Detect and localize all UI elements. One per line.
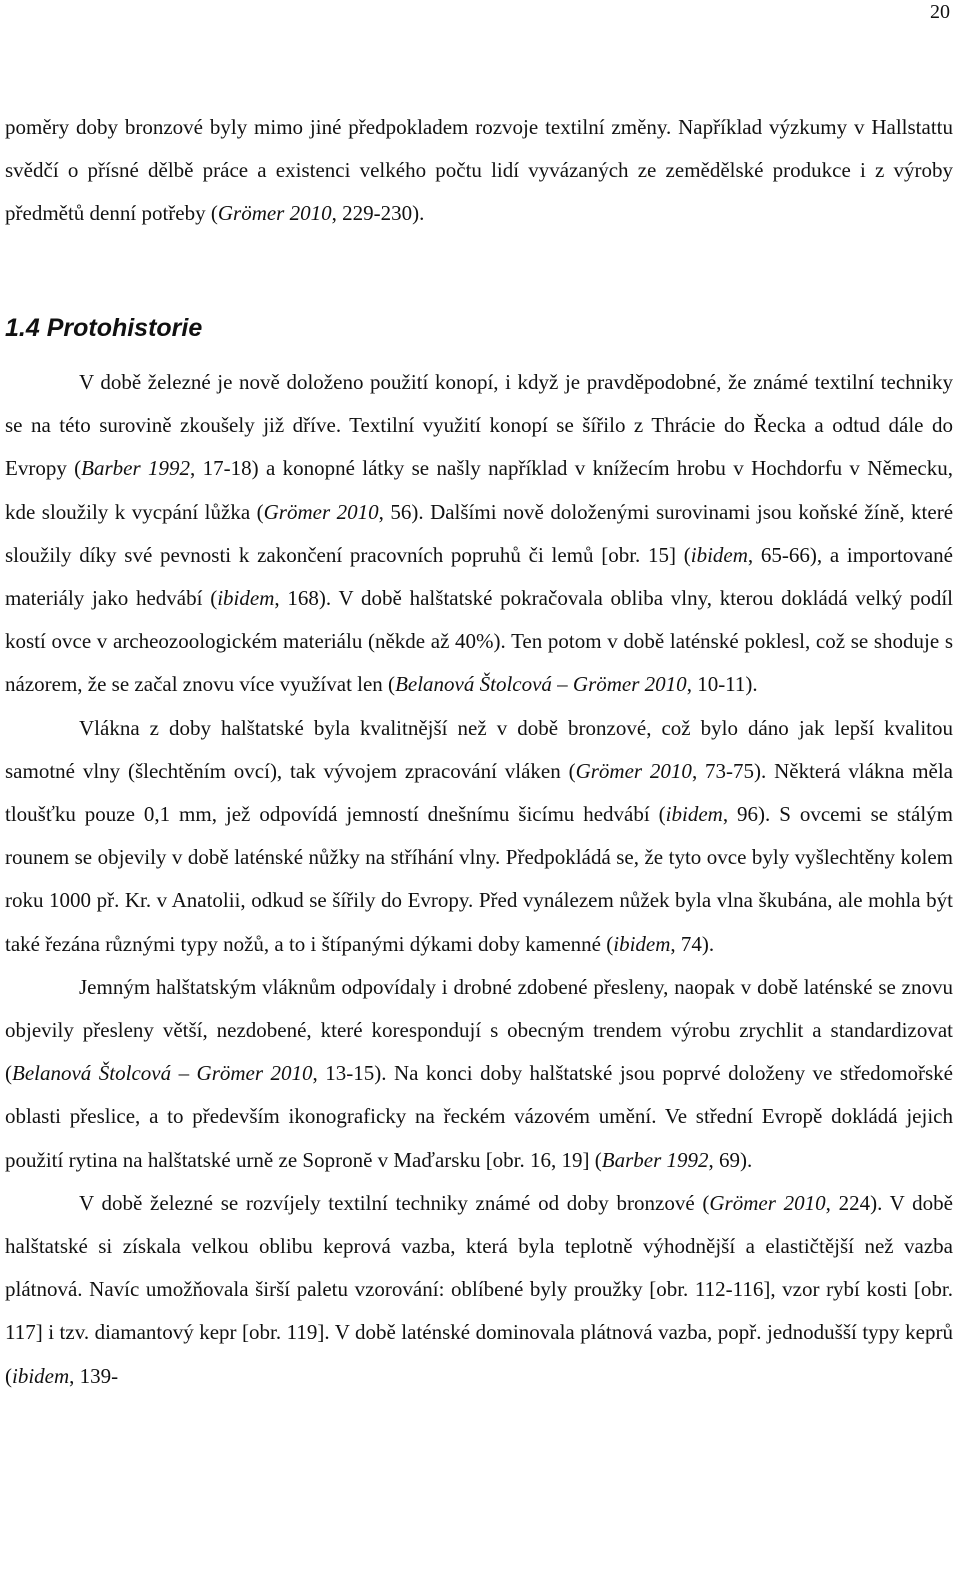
citation: ibidem xyxy=(613,931,671,956)
section-heading: 1.4 Protohistorie xyxy=(5,314,203,342)
citation: Barber 1992 xyxy=(81,456,191,481)
paragraph-3: Jemným halštatským vláknům odpovídaly i drobné zdobené přesleny, naopak v době laténské se znovu objevily přesleny větší, nezdobené, které korespondují s obecným trendem výrobu zrychlit a standardizovat (Belanová Štolcová – Grömer 2010, 13-15). Na konci doby halštatské jsou poprvé doloženy ve středomořské oblasti přeslice, a to především ikonograficky na řeckém vázovém umění. Ve střední Evropě dokládá jejich použití rytina na halštatské urně ze Sopronĕ v Maďarsku [obr. 16, 19] (Barber 1992, 69). xyxy=(5,974,953,1172)
citation: Grömer 2010 xyxy=(709,1190,826,1215)
intro-paragraph: poměry doby bronzové byly mimo jiné předpokladem rozvoje textilní změny. Například výzkumy v Hallstattu svědčí o přísné dělbě práce a existenci velkého počtu lidí vyvázaných ze zemědělské produkce i z výroby předmětů denní potřeby (Grömer 2010, 229-230). xyxy=(5,115,953,225)
paragraph-2: Vlákna z doby halštatské byla kvalitnější než v době bronzové, což bylo dáno jak lepší kvalitou samotné vlny (šlechtěním ovcí), tak vývojem zpracování vláken (Grömer 2010, 73-75). Některá vlákna měla tloušťku pouze 0,1 mm, jež odpovídá jemností dnešnímu šicímu hedvábí (ibidem, 96). S ovcemi se stálým rounem se objevily v době laténské nůžky na stříhání vlny. Předpokládá se, že tyto ovce byly vyšlechtěny kolem roku 1000 př. Kr. v Anatolii, odkud se šířily do Evropy. Před vynálezem nůžek byla vlna škubána, ale mohla být také řezána různými typy nožů, a to i štípanými dýkami doby kamenné (ibidem, 74). xyxy=(5,715,954,956)
citation: ibidem xyxy=(12,1363,70,1388)
page-number: 20 xyxy=(930,1,950,23)
paragraph-1: V době železné je nově doloženo použití konopí, i když je pravděpodobné, že známé textilní techniky se na této surovině zkoušely již dříve. Textilní využití konopí se šířilo z Thrácie do Řecka a odtud dále do Evropy (Barber 1992, 17-18) a konopné látky se našly například v knížecím hrobu v Hochdorfu v Německu, kde sloužily k vycpání lůžka (Grömer 2010, 56). Dalšími nově doloženými surovinami jsou koňské žíně, které sloužily díky své pevnosti k zakončení pracovních popruhů či lemů [obr. 15] (ibidem, 65-66), a importované materiály jako hedvábí (ibidem, 168). V době halštatské pokračovala obliba vlny, kterou dokládá velký podíl kostí ovce v archeozoologickém materiálu (někde až 40%). Ten potom v době laténské poklesl, což se shoduje s názorem, že se začal znovu více využívat len (Belanová Štolcová – Grömer 2010, 10-11). xyxy=(5,370,954,697)
citation: Grömer 2010 xyxy=(575,758,692,783)
citation: Barber 1992 xyxy=(601,1147,709,1172)
citation: ibidem xyxy=(665,802,723,827)
section-body xyxy=(5,361,953,1398)
citation: Belanová Štolcová – Grömer 2010 xyxy=(395,672,687,697)
paragraph-4: V době železné se rozvíjely textilní techniky známé od doby bronzové (Grömer 2010, 224). V době halštatské si získala velkou oblibu keprová vazba, která byla teplotně výhodnější a elastičtější než vazba plátnová. Navíc umožňovala širší paletu vzorování: oblíbené byly proužky [obr. 112-116], vzor rybí kosti [obr. 117] i tzv. diamantový kepr [obr. 119]. V době laténské dominovala plátnová vazba, popř. jednodušší typy keprů (ibidem, 139- xyxy=(5,1190,954,1388)
citation: Grömer 2010 xyxy=(263,499,379,524)
citation: Grömer 2010 xyxy=(217,201,332,225)
citation: ibidem xyxy=(217,586,275,611)
citation: ibidem xyxy=(690,542,748,567)
citation: Belanová Štolcová – Grömer 2010 xyxy=(12,1061,313,1086)
